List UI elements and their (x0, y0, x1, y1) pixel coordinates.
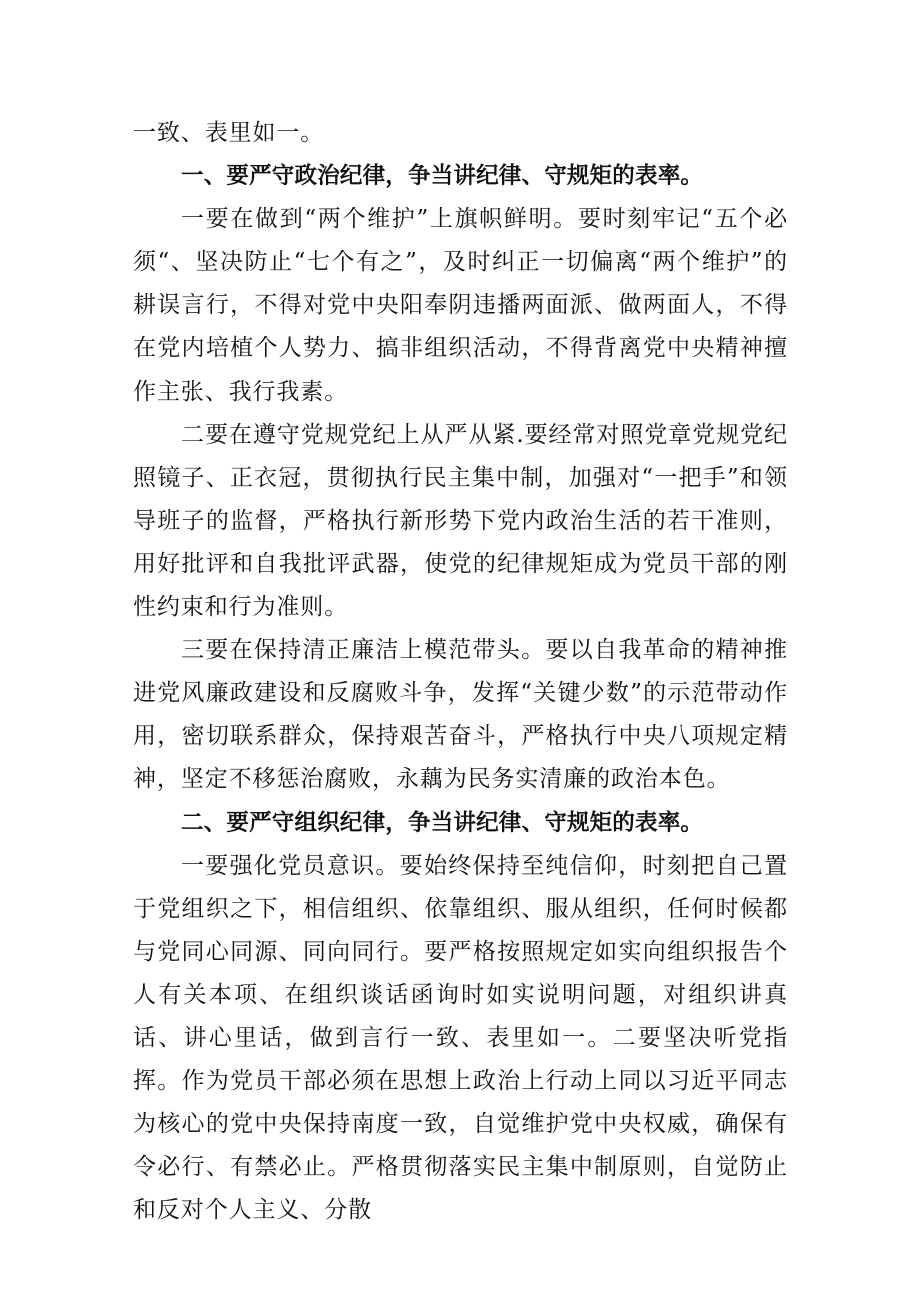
section-heading-political-discipline: 一、要严守政治纪律，争当讲纪律、守规矩的表率。 (181, 163, 704, 190)
paragraph-party-rules: 二要在遵守党规党纪上从严从紧.要经常对照党章党规党纪照镜子、正衣冠，贯彻执行民主集中制，加强对“一把手”和领导班子的监督，严格执行新形势下党内政治生活的若干准则，用好批评和自我批评武器，使党的纪律规矩成为党员干部的刚性约束和行为准则。 (133, 421, 788, 621)
continuation-paragraph: 一致、表里如一。 (133, 120, 325, 146)
document-body (133, 112, 788, 1232)
paragraph-integrity: 三要在保持清正廉洁上模范带头。要以自我革命的精神推进党风廉政建设和反腐败斗争，发挥“关键少数”的示范带动作用，密切联系群众，保持艰苦奋斗，严格执行中央八项规定精神，坚定不移惩治腐败，永藕为民务实清廉的政治本色。 (133, 637, 788, 793)
paragraph-party-awareness: 一要强化党员意识。要始终保持至纯信仰，时刻把自己置于党组织之下，相信组织、依靠组织、服从组织，任何时候都与党同心同源、同向同行。要严格按照规定如实向组织报告个人有关本项、在组织谈话函询时如实说明问题，对组织讲真话、讲心里话，做到言行一致、表里如一。二要坚决听党指挥。作为党员干部必须在思想上政治上行动上同以习近平同志为核心的党中央保持南度一致，自觉维护党中央权威，确保有令必行、有禁必止。严格贯彻落实民主集中制原则，自觉防止和反对个人主义、分散 (133, 852, 788, 1224)
paragraph-two-safeguards: 一要在做到“两个维护”上旗帜鲜明。要时刻牢记“五个必须“、坚决防止“七个有之”，及时纠正一切偏离“两个维护”的耕误言行，不得对党中央阳奉阴违播两面派、做两面人，不得在党内培植个人势力、搞非组织活动，不得背离党中央精神擅作主张、我行我素。 (133, 206, 788, 405)
section-heading-organizational-discipline: 二、要严守组织纪律，争当讲纪律、守规矩的表率。 (181, 809, 704, 836)
